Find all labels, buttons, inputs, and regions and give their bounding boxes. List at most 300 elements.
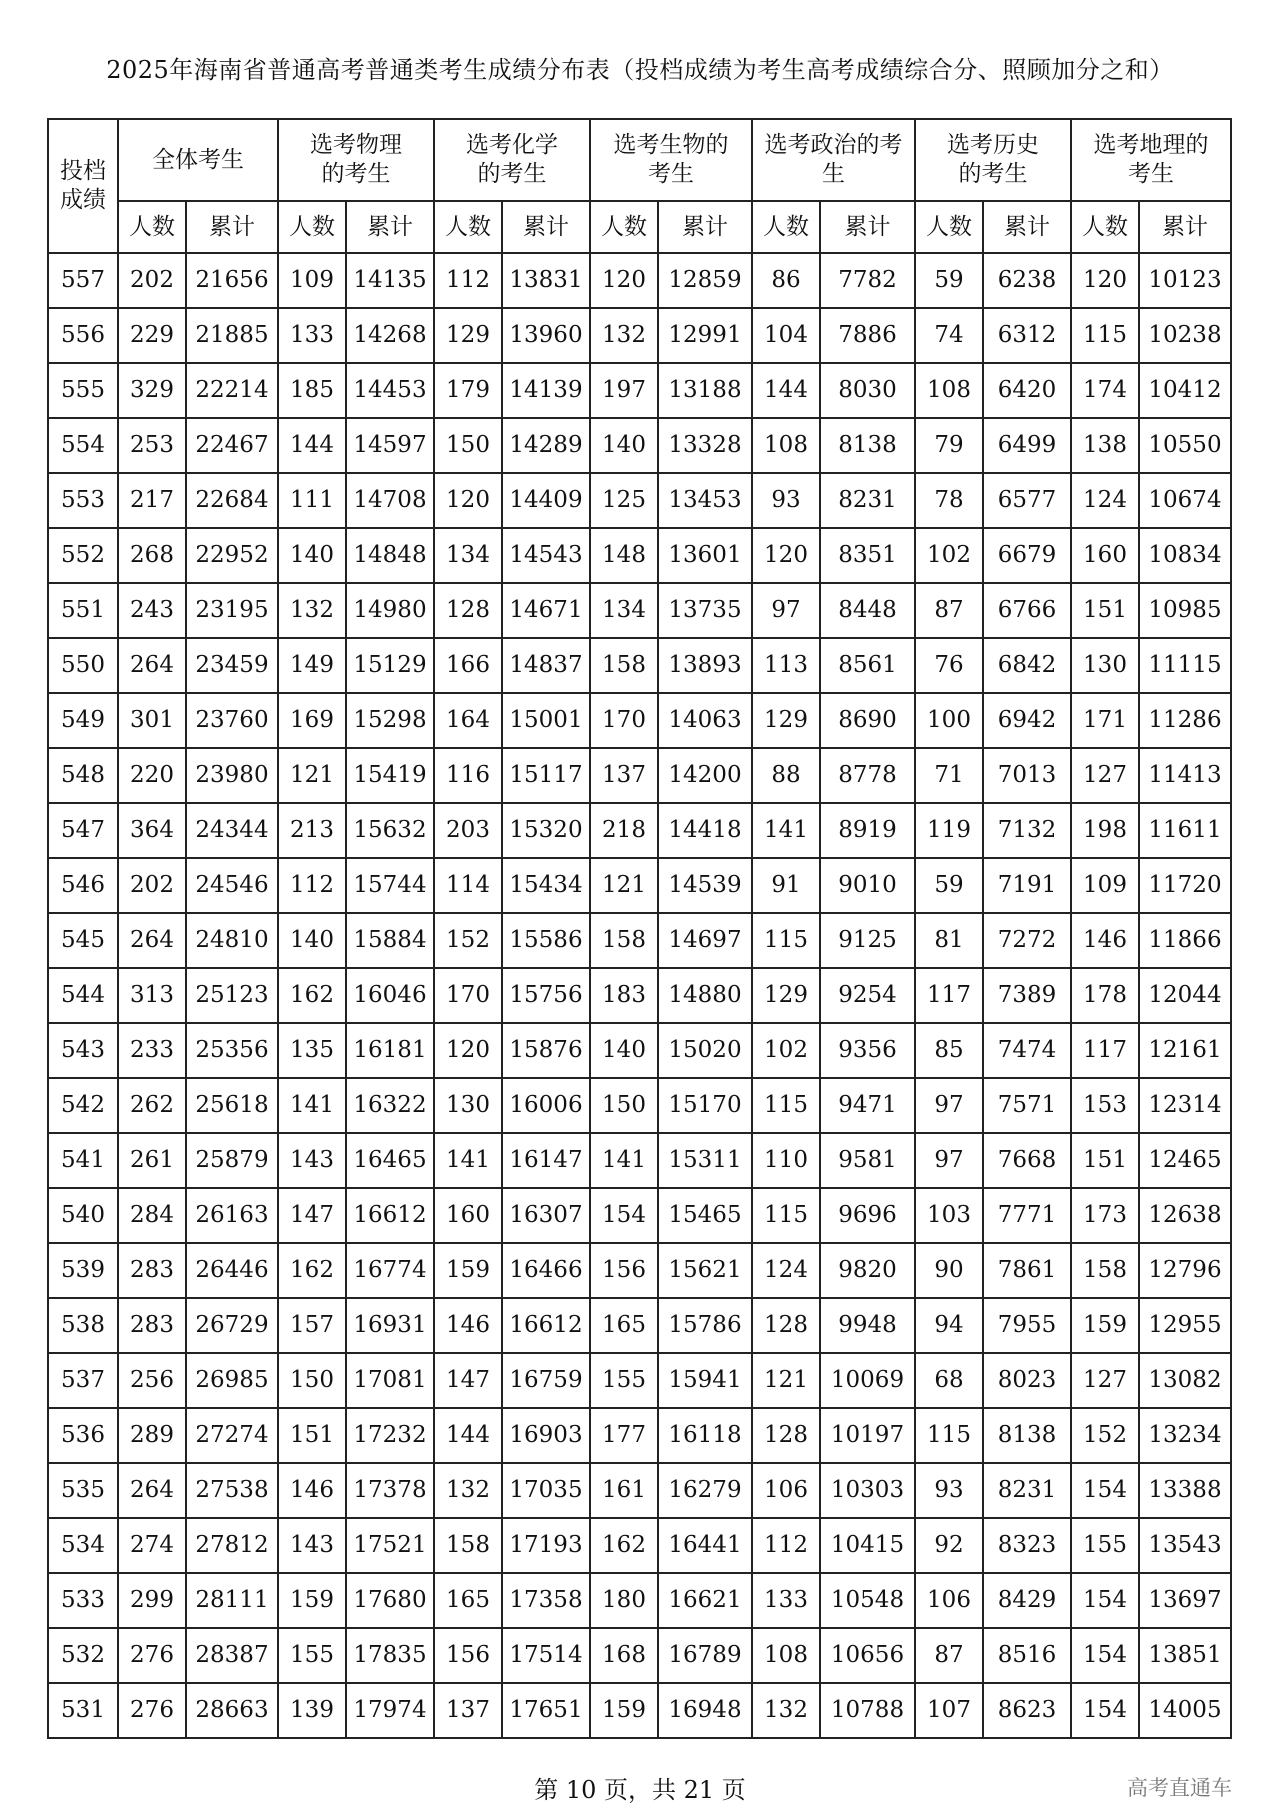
cumulative-cell: 15884 <box>346 913 434 968</box>
cumulative-cell: 14980 <box>346 583 434 638</box>
cumulative-cell: 13893 <box>658 638 752 693</box>
count-cell: 158 <box>590 913 658 968</box>
cumulative-cell: 15419 <box>346 748 434 803</box>
cumulative-cell: 25356 <box>186 1023 278 1078</box>
count-cell: 202 <box>118 253 186 308</box>
count-cell: 76 <box>915 638 983 693</box>
count-cell: 283 <box>118 1298 186 1353</box>
cumulative-cell: 26163 <box>186 1188 278 1243</box>
count-cell: 264 <box>118 638 186 693</box>
count-cell: 159 <box>590 1683 658 1738</box>
count-cell: 162 <box>590 1518 658 1573</box>
count-cell: 148 <box>590 528 658 583</box>
count-cell: 151 <box>1071 583 1139 638</box>
cumulative-cell: 8919 <box>820 803 915 858</box>
cumulative-cell: 9010 <box>820 858 915 913</box>
cumulative-cell: 23195 <box>186 583 278 638</box>
score-cell: 548 <box>48 748 118 803</box>
cumulative-cell: 6679 <box>983 528 1071 583</box>
count-cell: 165 <box>434 1573 502 1628</box>
cumulative-cell: 15117 <box>502 748 590 803</box>
cumulative-cell: 25618 <box>186 1078 278 1133</box>
count-cell: 180 <box>590 1573 658 1628</box>
count-cell: 132 <box>434 1463 502 1518</box>
table-row <box>48 1023 1231 1078</box>
cumulative-cell: 6942 <box>983 693 1071 748</box>
count-cell: 102 <box>752 1023 820 1078</box>
count-cell: 106 <box>752 1463 820 1518</box>
count-cell: 150 <box>434 418 502 473</box>
count-cell: 171 <box>1071 693 1139 748</box>
cumulative-cell: 14200 <box>658 748 752 803</box>
count-column-header: 人数 <box>278 201 346 253</box>
count-cell: 203 <box>434 803 502 858</box>
cumulative-cell: 8690 <box>820 693 915 748</box>
count-cell: 59 <box>915 253 983 308</box>
cumulative-cell: 7955 <box>983 1298 1071 1353</box>
cumulative-cell: 10238 <box>1139 308 1231 363</box>
cumulative-cell: 15311 <box>658 1133 752 1188</box>
score-cell: 536 <box>48 1408 118 1463</box>
page-footer: 第 10 页，共 21 页 <box>534 1776 746 1804</box>
count-cell: 91 <box>752 858 820 913</box>
cumulative-cell: 13960 <box>502 308 590 363</box>
table-row <box>48 1298 1231 1353</box>
table-row <box>48 253 1231 308</box>
cumulative-cell: 14268 <box>346 308 434 363</box>
count-cell: 140 <box>590 418 658 473</box>
count-cell: 154 <box>1071 1628 1139 1683</box>
count-cell: 173 <box>1071 1188 1139 1243</box>
count-cell: 158 <box>434 1518 502 1573</box>
count-cell: 198 <box>1071 803 1139 858</box>
count-column-header: 人数 <box>434 201 502 253</box>
count-column-header: 人数 <box>1071 201 1139 253</box>
cumulative-cell: 24810 <box>186 913 278 968</box>
cumulative-cell: 7389 <box>983 968 1071 1023</box>
count-cell: 128 <box>752 1408 820 1463</box>
count-cell: 130 <box>1071 638 1139 693</box>
cumulative-cell: 16903 <box>502 1408 590 1463</box>
cumulative-cell: 16621 <box>658 1573 752 1628</box>
count-cell: 97 <box>915 1133 983 1188</box>
cumulative-cell: 13851 <box>1139 1628 1231 1683</box>
count-column-header: 人数 <box>915 201 983 253</box>
count-cell: 202 <box>118 858 186 913</box>
cumulative-cell: 23459 <box>186 638 278 693</box>
count-cell: 128 <box>434 583 502 638</box>
count-cell: 108 <box>915 363 983 418</box>
count-cell: 289 <box>118 1408 186 1463</box>
count-cell: 109 <box>278 253 346 308</box>
count-cell: 139 <box>278 1683 346 1738</box>
count-cell: 299 <box>118 1573 186 1628</box>
cumulative-cell: 9581 <box>820 1133 915 1188</box>
table-body <box>48 253 1231 1738</box>
count-cell: 157 <box>278 1298 346 1353</box>
cumulative-cell: 9254 <box>820 968 915 1023</box>
score-cell: 554 <box>48 418 118 473</box>
table-row <box>48 473 1231 528</box>
group-header-history: 选考历史的考生 <box>915 119 1071 201</box>
count-cell: 141 <box>590 1133 658 1188</box>
table-row <box>48 1243 1231 1298</box>
count-column-header: 人数 <box>118 201 186 253</box>
cumulative-cell: 10412 <box>1139 363 1231 418</box>
count-cell: 119 <box>915 803 983 858</box>
count-cell: 165 <box>590 1298 658 1353</box>
count-cell: 166 <box>434 638 502 693</box>
cumulative-cell: 6420 <box>983 363 1071 418</box>
cumulative-cell: 16322 <box>346 1078 434 1133</box>
header-row-subcolumns <box>48 201 1231 253</box>
cumulative-cell: 17358 <box>502 1573 590 1628</box>
cumulative-cell: 15744 <box>346 858 434 913</box>
count-cell: 78 <box>915 473 983 528</box>
count-cell: 110 <box>752 1133 820 1188</box>
cumulative-cell: 14135 <box>346 253 434 308</box>
count-cell: 144 <box>752 363 820 418</box>
count-cell: 154 <box>1071 1683 1139 1738</box>
cumulative-cell: 16789 <box>658 1628 752 1683</box>
cumulative-cell: 13082 <box>1139 1353 1231 1408</box>
score-cell: 543 <box>48 1023 118 1078</box>
cumulative-column-header: 累计 <box>820 201 915 253</box>
cumulative-cell: 16466 <box>502 1243 590 1298</box>
count-cell: 170 <box>434 968 502 1023</box>
page-title: 2025年海南省普通高考普通类考生成绩分布表（投档成绩为考生高考成绩综合分、照顾加分之和） <box>106 56 1174 84</box>
cumulative-cell: 16931 <box>346 1298 434 1353</box>
count-cell: 106 <box>915 1573 983 1628</box>
cumulative-cell: 8231 <box>983 1463 1071 1518</box>
count-cell: 158 <box>590 638 658 693</box>
table-row <box>48 1518 1231 1573</box>
cumulative-column-header: 累计 <box>983 201 1071 253</box>
count-cell: 115 <box>752 1188 820 1243</box>
count-cell: 112 <box>278 858 346 913</box>
count-cell: 168 <box>590 1628 658 1683</box>
cumulative-cell: 16612 <box>346 1188 434 1243</box>
score-cell: 555 <box>48 363 118 418</box>
count-cell: 97 <box>915 1078 983 1133</box>
cumulative-cell: 16948 <box>658 1683 752 1738</box>
table-row <box>48 1353 1231 1408</box>
cumulative-cell: 8323 <box>983 1518 1071 1573</box>
cumulative-cell: 16774 <box>346 1243 434 1298</box>
count-cell: 153 <box>1071 1078 1139 1133</box>
score-cell: 534 <box>48 1518 118 1573</box>
cumulative-cell: 11720 <box>1139 858 1231 913</box>
count-cell: 117 <box>1071 1023 1139 1078</box>
cumulative-cell: 14697 <box>658 913 752 968</box>
cumulative-cell: 16465 <box>346 1133 434 1188</box>
count-cell: 71 <box>915 748 983 803</box>
cumulative-cell: 16118 <box>658 1408 752 1463</box>
table-row <box>48 858 1231 913</box>
cumulative-cell: 16612 <box>502 1298 590 1353</box>
count-cell: 154 <box>590 1188 658 1243</box>
count-cell: 141 <box>752 803 820 858</box>
cumulative-cell: 15941 <box>658 1353 752 1408</box>
table-row <box>48 1463 1231 1518</box>
count-cell: 125 <box>590 473 658 528</box>
score-cell: 556 <box>48 308 118 363</box>
cumulative-cell: 17232 <box>346 1408 434 1463</box>
cumulative-cell: 15876 <box>502 1023 590 1078</box>
watermark: 高考直通车 <box>1127 1776 1232 1800</box>
cumulative-cell: 13601 <box>658 528 752 583</box>
table-row <box>48 1188 1231 1243</box>
cumulative-cell: 15320 <box>502 803 590 858</box>
cumulative-cell: 7272 <box>983 913 1071 968</box>
count-cell: 158 <box>1071 1243 1139 1298</box>
count-cell: 301 <box>118 693 186 748</box>
count-column-header: 人数 <box>590 201 658 253</box>
count-cell: 127 <box>1071 1353 1139 1408</box>
score-cell: 545 <box>48 913 118 968</box>
count-cell: 213 <box>278 803 346 858</box>
cumulative-cell: 7886 <box>820 308 915 363</box>
cumulative-cell: 9471 <box>820 1078 915 1133</box>
header-row-groups <box>48 119 1231 201</box>
count-cell: 133 <box>278 308 346 363</box>
count-cell: 115 <box>752 1078 820 1133</box>
cumulative-cell: 7474 <box>983 1023 1071 1078</box>
count-cell: 147 <box>434 1353 502 1408</box>
cumulative-column-header: 累计 <box>502 201 590 253</box>
table-row <box>48 1133 1231 1188</box>
count-cell: 261 <box>118 1133 186 1188</box>
cumulative-cell: 17081 <box>346 1353 434 1408</box>
cumulative-cell: 14708 <box>346 473 434 528</box>
count-cell: 120 <box>590 253 658 308</box>
table-row <box>48 418 1231 473</box>
count-cell: 156 <box>590 1243 658 1298</box>
cumulative-cell: 23760 <box>186 693 278 748</box>
count-cell: 121 <box>278 748 346 803</box>
count-cell: 178 <box>1071 968 1139 1023</box>
cumulative-cell: 7013 <box>983 748 1071 803</box>
table-row <box>48 913 1231 968</box>
count-cell: 276 <box>118 1628 186 1683</box>
count-cell: 124 <box>752 1243 820 1298</box>
score-cell: 544 <box>48 968 118 1023</box>
cumulative-cell: 27274 <box>186 1408 278 1463</box>
cumulative-cell: 10834 <box>1139 528 1231 583</box>
count-cell: 162 <box>278 1243 346 1298</box>
cumulative-cell: 10197 <box>820 1408 915 1463</box>
score-cell: 539 <box>48 1243 118 1298</box>
count-cell: 154 <box>1071 1463 1139 1518</box>
score-cell: 551 <box>48 583 118 638</box>
count-cell: 144 <box>278 418 346 473</box>
count-cell: 262 <box>118 1078 186 1133</box>
score-cell: 532 <box>48 1628 118 1683</box>
cumulative-cell: 22684 <box>186 473 278 528</box>
count-cell: 143 <box>278 1518 346 1573</box>
count-cell: 135 <box>278 1023 346 1078</box>
count-cell: 93 <box>915 1463 983 1518</box>
cumulative-cell: 13831 <box>502 253 590 308</box>
cumulative-cell: 11286 <box>1139 693 1231 748</box>
count-cell: 143 <box>278 1133 346 1188</box>
cumulative-cell: 14289 <box>502 418 590 473</box>
count-cell: 87 <box>915 1628 983 1683</box>
cumulative-cell: 14543 <box>502 528 590 583</box>
group-header-physics: 选考物理的考生 <box>278 119 434 201</box>
count-cell: 152 <box>434 913 502 968</box>
cumulative-cell: 7861 <box>983 1243 1071 1298</box>
count-cell: 121 <box>752 1353 820 1408</box>
count-cell: 133 <box>752 1573 820 1628</box>
cumulative-cell: 9696 <box>820 1188 915 1243</box>
cumulative-cell: 28111 <box>186 1573 278 1628</box>
count-cell: 147 <box>278 1188 346 1243</box>
cumulative-cell: 17651 <box>502 1683 590 1738</box>
cumulative-cell: 15465 <box>658 1188 752 1243</box>
count-cell: 92 <box>915 1518 983 1573</box>
cumulative-cell: 12044 <box>1139 968 1231 1023</box>
score-cell: 550 <box>48 638 118 693</box>
count-cell: 284 <box>118 1188 186 1243</box>
score-cell: 541 <box>48 1133 118 1188</box>
cumulative-cell: 11866 <box>1139 913 1231 968</box>
score-distribution-table <box>47 118 1232 1739</box>
cumulative-cell: 10548 <box>820 1573 915 1628</box>
cumulative-cell: 7668 <box>983 1133 1071 1188</box>
cumulative-cell: 22214 <box>186 363 278 418</box>
count-cell: 138 <box>1071 418 1139 473</box>
cumulative-cell: 7132 <box>983 803 1071 858</box>
count-cell: 94 <box>915 1298 983 1353</box>
count-cell: 154 <box>1071 1573 1139 1628</box>
cumulative-cell: 13543 <box>1139 1518 1231 1573</box>
cumulative-column-header: 累计 <box>658 201 752 253</box>
score-cell: 547 <box>48 803 118 858</box>
score-cell: 540 <box>48 1188 118 1243</box>
count-cell: 140 <box>278 913 346 968</box>
cumulative-cell: 11611 <box>1139 803 1231 858</box>
cumulative-cell: 12955 <box>1139 1298 1231 1353</box>
cumulative-cell: 25123 <box>186 968 278 1023</box>
cumulative-cell: 14409 <box>502 473 590 528</box>
cumulative-cell: 12796 <box>1139 1243 1231 1298</box>
cumulative-cell: 6238 <box>983 253 1071 308</box>
table-row <box>48 1628 1231 1683</box>
count-cell: 140 <box>590 1023 658 1078</box>
score-cell: 533 <box>48 1573 118 1628</box>
count-cell: 129 <box>434 308 502 363</box>
score-cell: 546 <box>48 858 118 913</box>
count-cell: 160 <box>1071 528 1139 583</box>
cumulative-cell: 7771 <box>983 1188 1071 1243</box>
cumulative-cell: 13234 <box>1139 1408 1231 1463</box>
count-cell: 144 <box>434 1408 502 1463</box>
table-row <box>48 1683 1231 1738</box>
cumulative-cell: 24546 <box>186 858 278 913</box>
count-cell: 100 <box>915 693 983 748</box>
count-cell: 233 <box>118 1023 186 1078</box>
cumulative-cell: 14880 <box>658 968 752 1023</box>
count-cell: 276 <box>118 1683 186 1738</box>
cumulative-cell: 12465 <box>1139 1133 1231 1188</box>
table-row <box>48 638 1231 693</box>
count-cell: 164 <box>434 693 502 748</box>
count-cell: 120 <box>434 473 502 528</box>
count-cell: 79 <box>915 418 983 473</box>
cumulative-cell: 8030 <box>820 363 915 418</box>
count-cell: 86 <box>752 253 820 308</box>
count-cell: 140 <box>278 528 346 583</box>
count-cell: 197 <box>590 363 658 418</box>
cumulative-cell: 6766 <box>983 583 1071 638</box>
cumulative-cell: 24344 <box>186 803 278 858</box>
count-cell: 114 <box>434 858 502 913</box>
table-row <box>48 1573 1231 1628</box>
cumulative-cell: 14539 <box>658 858 752 913</box>
cumulative-cell: 11115 <box>1139 638 1231 693</box>
count-cell: 85 <box>915 1023 983 1078</box>
group-header-all: 全体考生 <box>118 119 278 201</box>
count-cell: 90 <box>915 1243 983 1298</box>
count-cell: 256 <box>118 1353 186 1408</box>
cumulative-cell: 17193 <box>502 1518 590 1573</box>
cumulative-cell: 16147 <box>502 1133 590 1188</box>
count-cell: 161 <box>590 1463 658 1518</box>
count-cell: 150 <box>590 1078 658 1133</box>
count-cell: 115 <box>752 913 820 968</box>
table-row <box>48 528 1231 583</box>
count-cell: 74 <box>915 308 983 363</box>
table-row <box>48 803 1231 858</box>
cumulative-cell: 8448 <box>820 583 915 638</box>
cumulative-cell: 12638 <box>1139 1188 1231 1243</box>
cumulative-cell: 17035 <box>502 1463 590 1518</box>
count-cell: 130 <box>434 1078 502 1133</box>
cumulative-cell: 8429 <box>983 1573 1071 1628</box>
table-row <box>48 1078 1231 1133</box>
count-cell: 132 <box>278 583 346 638</box>
table-row <box>48 1408 1231 1463</box>
count-cell: 159 <box>1071 1298 1139 1353</box>
cumulative-cell: 14848 <box>346 528 434 583</box>
cumulative-cell: 15129 <box>346 638 434 693</box>
count-cell: 160 <box>434 1188 502 1243</box>
cumulative-cell: 16046 <box>346 968 434 1023</box>
count-cell: 111 <box>278 473 346 528</box>
count-cell: 149 <box>278 638 346 693</box>
cumulative-cell: 8351 <box>820 528 915 583</box>
count-cell: 141 <box>278 1078 346 1133</box>
count-cell: 141 <box>434 1133 502 1188</box>
cumulative-cell: 17521 <box>346 1518 434 1573</box>
count-cell: 134 <box>590 583 658 638</box>
cumulative-cell: 26985 <box>186 1353 278 1408</box>
score-cell: 549 <box>48 693 118 748</box>
cumulative-cell: 14139 <box>502 363 590 418</box>
count-cell: 170 <box>590 693 658 748</box>
cumulative-cell: 7782 <box>820 253 915 308</box>
count-cell: 274 <box>118 1518 186 1573</box>
cumulative-cell: 13388 <box>1139 1463 1231 1518</box>
count-cell: 137 <box>434 1683 502 1738</box>
table-header <box>48 119 1231 253</box>
count-cell: 115 <box>1071 308 1139 363</box>
cumulative-cell: 26729 <box>186 1298 278 1353</box>
cumulative-cell: 8138 <box>983 1408 1071 1463</box>
cumulative-cell: 8516 <box>983 1628 1071 1683</box>
group-header-politics: 选考政治的考生 <box>752 119 915 201</box>
